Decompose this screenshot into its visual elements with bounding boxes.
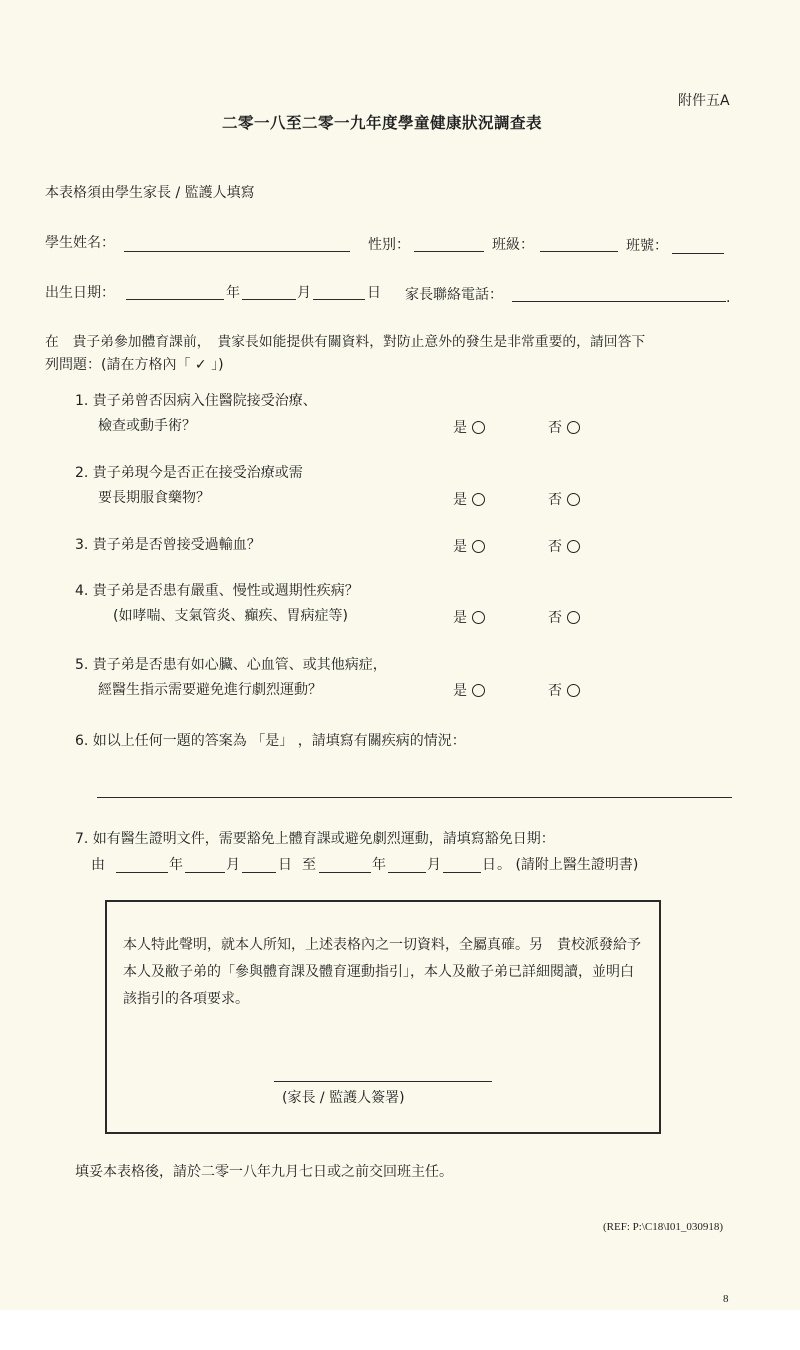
q5-no-option[interactable] bbox=[548, 681, 580, 701]
q5-no-circle[interactable] bbox=[567, 684, 580, 697]
q2-no-label: 否 bbox=[548, 492, 562, 508]
q7-from-month-label: 月 bbox=[226, 857, 240, 873]
q7-from-label: 由 bbox=[91, 857, 105, 873]
q4-no-label: 否 bbox=[548, 610, 562, 626]
q3-no-circle[interactable] bbox=[567, 540, 580, 553]
instruction-line-1: 在 貴子弟參加體育課前， 貴家長如能提供有關資料，對防止意外的發生是非常重要的，請回答下 bbox=[45, 334, 646, 350]
q2-line-1: 2. 貴子弟現今是否正在接受治療或需 bbox=[75, 465, 303, 481]
q7-to-month-label: 月 bbox=[427, 857, 441, 873]
q7-to-label: 至 bbox=[302, 857, 316, 873]
q7-from-month-field[interactable] bbox=[185, 872, 225, 873]
q1-no-circle[interactable] bbox=[567, 421, 580, 434]
dob-year-field[interactable] bbox=[126, 299, 224, 300]
gender-field[interactable] bbox=[414, 251, 484, 252]
reference-code: (REF: P:\C18\I01_030918) bbox=[603, 1221, 724, 1233]
q7-line-1: 7. 如有醫生證明文件，需要豁免上體育課或避免劇烈運動，請填寫豁免日期： bbox=[75, 831, 555, 847]
q1-no-option[interactable] bbox=[548, 418, 580, 438]
form-title: 二零一八至二零一九年度學童健康狀況調查表 bbox=[222, 114, 543, 132]
q7-end-note: 。 (請附上醫生證明書) bbox=[497, 857, 639, 873]
parent-phone-field[interactable] bbox=[512, 301, 726, 302]
q4-no-circle[interactable] bbox=[567, 611, 580, 624]
signature-field[interactable] bbox=[274, 1081, 492, 1082]
q7-from-day-field[interactable] bbox=[242, 872, 276, 873]
q5-no-label: 否 bbox=[548, 683, 562, 699]
phone-period: . bbox=[726, 290, 731, 306]
dob-month-field[interactable] bbox=[242, 299, 296, 300]
q6-text: 6. 如以上任何一題的答案為 「是」 ，請填寫有關疾病的情況： bbox=[75, 733, 466, 749]
annex-label: 附件五A bbox=[678, 93, 730, 109]
q1-line-1: 1. 貴子弟曾否因病入住醫院接受治療、 bbox=[75, 393, 317, 409]
instruction-line-2: 列問題：(請在方格內「 ✓ 」) bbox=[45, 357, 224, 373]
q4-yes-circle[interactable] bbox=[472, 611, 485, 624]
class-field[interactable] bbox=[540, 251, 618, 252]
q3-yes-option[interactable] bbox=[453, 537, 485, 557]
gender-label: 性別： bbox=[368, 237, 410, 253]
dob-label: 出生日期： bbox=[45, 285, 115, 301]
class-label: 班級： bbox=[492, 237, 534, 253]
q4-line-2: (如哮喘、支氣管炎、癲疾、胃病症等) bbox=[113, 608, 348, 624]
class-no-label: 班號： bbox=[626, 238, 668, 254]
q4-line-1: 4. 貴子弟是否患有嚴重、慢性或週期性疾病？ bbox=[75, 583, 359, 599]
q7-to-day-label: 日 bbox=[482, 857, 496, 873]
q2-line-2: 要長期服食藥物？ bbox=[98, 490, 210, 506]
signature-label: (家長 / 監護人簽署) bbox=[282, 1090, 405, 1106]
student-name-field[interactable] bbox=[124, 251, 350, 252]
q4-yes-label: 是 bbox=[453, 610, 467, 626]
q5-yes-option[interactable] bbox=[453, 681, 485, 701]
q7-from-day-label: 日 bbox=[278, 857, 292, 873]
q1-yes-option[interactable] bbox=[453, 418, 485, 438]
q1-yes-circle[interactable] bbox=[472, 421, 485, 434]
q7-to-day-field[interactable] bbox=[443, 872, 481, 873]
return-note: 填妥本表格後，請於二零一八年九月七日或之前交回班主任。 bbox=[75, 1164, 453, 1180]
q2-no-option[interactable] bbox=[548, 490, 580, 510]
q2-yes-circle[interactable] bbox=[472, 493, 485, 506]
q1-line-2: 檢查或動手術？ bbox=[98, 418, 196, 434]
q7-to-month-field[interactable] bbox=[388, 872, 426, 873]
q2-yes-label: 是 bbox=[453, 492, 467, 508]
q3-line-1: 3. 貴子弟是否曾接受過輸血？ bbox=[75, 537, 261, 553]
q2-yes-option[interactable] bbox=[453, 490, 485, 510]
q2-no-circle[interactable] bbox=[567, 493, 580, 506]
q7-to-year-label: 年 bbox=[372, 857, 386, 873]
q7-from-year-field[interactable] bbox=[116, 872, 168, 873]
dob-day-field[interactable] bbox=[313, 299, 365, 300]
intro-text: 本表格須由學生家長 / 監護人填寫 bbox=[45, 185, 255, 201]
q3-yes-circle[interactable] bbox=[472, 540, 485, 553]
q7-from-year-label: 年 bbox=[169, 857, 183, 873]
parent-phone-label: 家長聯絡電話： bbox=[405, 287, 503, 303]
page-number: 8 bbox=[723, 1293, 729, 1305]
student-name-label: 學生姓名： bbox=[45, 235, 115, 251]
declaration-text: 本人特此聲明，就本人所知，上述表格內之一切資料，全屬真確。另 貴校派發給予本人及敝子弟的「參與體育課及體育運動指引」，本人及敝子弟已詳細閱讀，並明白該指引的各項要求。 bbox=[123, 937, 641, 1007]
class-no-field[interactable] bbox=[672, 253, 724, 254]
q3-yes-label: 是 bbox=[453, 539, 467, 555]
dob-day-label: 日 bbox=[367, 285, 381, 301]
q6-answer-field[interactable] bbox=[97, 797, 732, 798]
q5-yes-label: 是 bbox=[453, 683, 467, 699]
q5-yes-circle[interactable] bbox=[472, 684, 485, 697]
q3-no-option[interactable] bbox=[548, 537, 580, 557]
q5-line-1: 5. 貴子弟是否患有如心臟、心血管、或其他病症， bbox=[75, 657, 387, 673]
q3-no-label: 否 bbox=[548, 539, 562, 555]
dob-month-label: 月 bbox=[297, 285, 311, 301]
q4-yes-option[interactable] bbox=[453, 608, 485, 628]
q4-no-option[interactable] bbox=[548, 608, 580, 628]
q1-yes-label: 是 bbox=[453, 420, 467, 436]
q1-no-label: 否 bbox=[548, 420, 562, 436]
q7-to-year-field[interactable] bbox=[319, 872, 371, 873]
dob-year-label: 年 bbox=[226, 285, 240, 301]
q5-line-2: 經醫生指示需要避免進行劇烈運動？ bbox=[98, 682, 322, 698]
declaration-box bbox=[105, 900, 661, 1134]
